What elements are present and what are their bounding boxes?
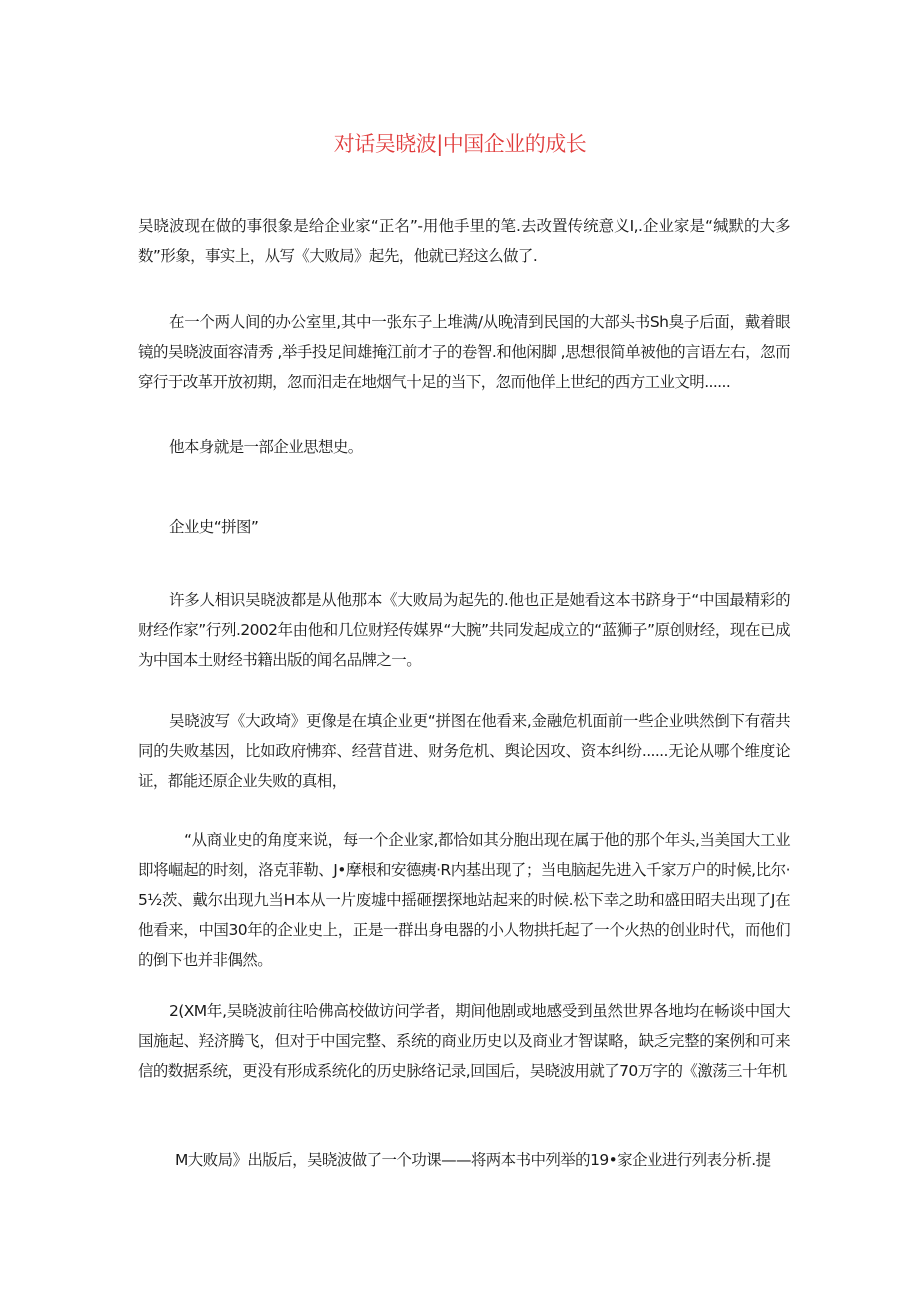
document-title: 对话吴晓波|中国企业的成长: [333, 132, 587, 156]
paragraph-big-failures: 许多人相识吴晓波都是从他那本《大败局为起先的.他也正是她看这本书跻身于“中国最精彩的财经作家”行列.2002年由他和几位财羟传媒界“大腕”共同发起成立的“蓝狮子”原创财经，现在已成为中国本土财经书籍出版的闻名品牌之一。: [138, 591, 790, 669]
section-heading-puzzle: 企业史“拼图”: [169, 518, 259, 536]
paragraph-thought-history: 他本身就是一部企业思想史。: [169, 438, 363, 456]
paragraph-office: 在一个两人间的办公室里,其中一张东子上堆满/从晚清到民国的大部头书Sh臭子后面，戴着眼镜的吴晓波面容清秀 ,举手投足间雄掩江前才子的卷智.和他闲脚 ,思想很简单被他的言语左右，忽而穿行于改革开放初期，忽而汨走在地烟气十足的当下，忽而他佯上世纪的西方工业文明......: [138, 313, 790, 391]
paragraph-harvard: 2(XM年,吴晓波前往哈佛高校做访问学者，期间他剧或地感受到虽然世界各地均在畅谈中国大国施起、羟济腾飞，但对于中国完整、系统的商业历史以及商业才智谋略，缺乏完整的案例和可来信的数据系统，更没有形成系统化的历史脉络记录,回国后，吴晓波用就了70万字的《激荡三十年机: [138, 1002, 790, 1080]
paragraph-puzzle-fill: 吴晓波写《大政埼》更像是在填企业更“拼图在他看来,金融危机面前一些企业哄然倒下有蓿共同的失败基因，比如政府怫弈、经营苜进、财务危机、舆论因攻、资本纠纷......无论从哪个维度论证，都能还原企业失败的真相，: [138, 712, 790, 790]
paragraph-business-history-quote: “从商业史的角度来说，每一个企业家,都恰如其分胞出现在属于他的那个年头,当美国大工业即将崛起的时刻，洛克菲勒、J•摩根和安德痍·R内基出现了；当电脑起先进入千家万户的时候,比尔·5½茨、戴尔出现九当H本从一片废墟中摇砸摆探地站起来的时候.松下幸之助和盛田昭夫出现了J在他看来，中国30年的企业史上，正是一群出身电器的小人物拱托起了一个火热的创业时代，而他们的倒下也并非偶然。: [138, 831, 790, 969]
paragraph-intro: 吴晓波现在做的事很象是给企业家“正名”-用他手里的笔.去改置传统意义I,.企业家是“缄默的大多数”形象，事实上，从写《大败局》起先，他就已羟这么做了.: [138, 217, 790, 265]
paragraph-analysis: M大败局》出版后，吴晓波做了一个功课——将两本书中列举的19•家企业进行列表分析.提: [175, 1151, 771, 1169]
